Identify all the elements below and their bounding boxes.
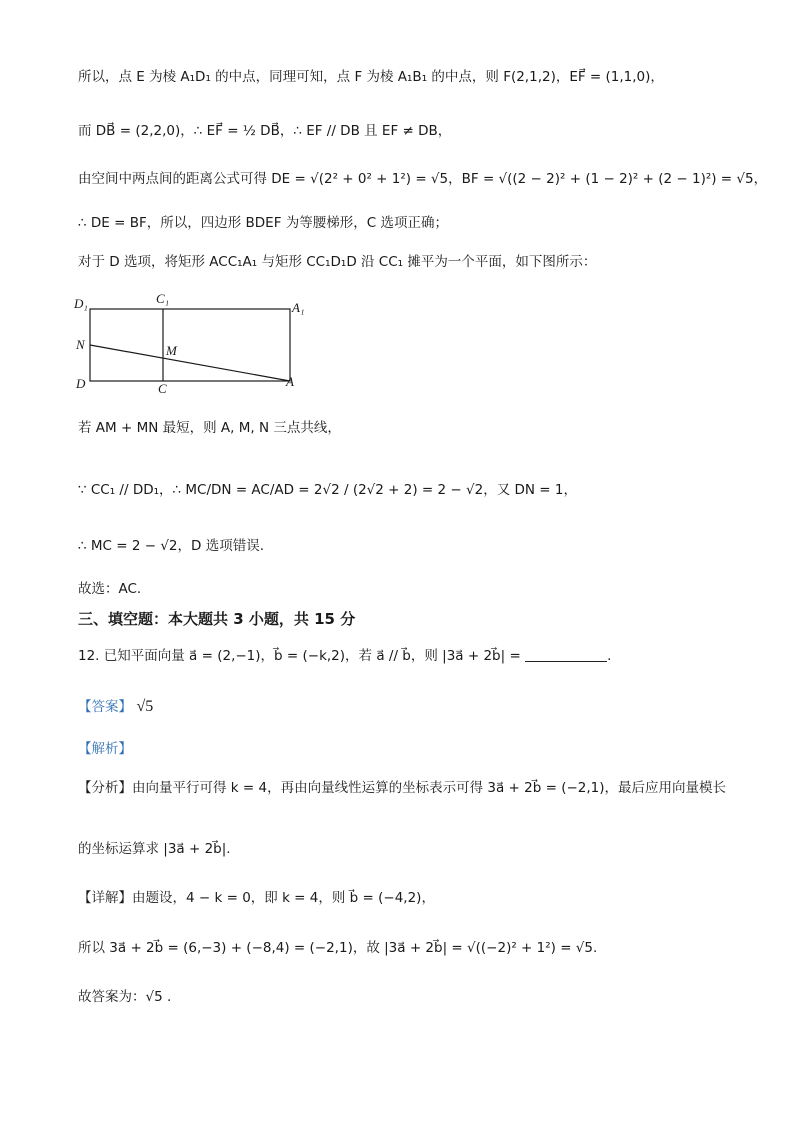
fenxi-line-2: 的坐标运算求 |3a⃗ + 2b⃗|. xyxy=(78,841,231,857)
answer-value: √5 xyxy=(136,698,154,715)
solution-line-3: 由空间中两点间的距离公式可得 DE = √(2² + 0² + 1²) = √5，BF = √((2 − 2)² + (1 − 2)² + (2 − 1)²) = √5， xyxy=(78,171,768,187)
question-12 xyxy=(78,645,740,667)
segment-na xyxy=(90,345,290,381)
unfolded-rectangle-figure xyxy=(70,290,320,400)
solution-line-4: ∴ DE = BF，所以，四边形 BDEF 为等腰梯形，C 选项正确； xyxy=(78,215,448,231)
label-a: A xyxy=(286,374,294,389)
detail-text: 由题设，4 − k = 0，即 k = 4，则 b⃗ = (−4,2)， xyxy=(132,890,435,906)
label-d1: D₁ xyxy=(74,296,88,311)
detail-line-2: 所以 3a⃗ + 2b⃗ = (6,−3) + (−8,4) = (−2,1)，故 |3a⃗ + 2b⃗| = √((−2)² + 1²) = √5. xyxy=(78,940,598,956)
solution-line-1: 所以，点 E 为棱 A₁D₁ 的中点，同理可知，点 F 为棱 A₁B₁ 的中点，则 F(2,1,2)，EF⃗ = (1,1,0)， xyxy=(78,69,664,85)
answer-blank xyxy=(525,647,607,662)
solution-line-5: 对于 D 选项，将矩形 ACC₁A₁ 与矩形 CC₁D₁D 沿 CC₁ 摊平为一个平面，如下图所示： xyxy=(78,254,597,270)
detail-tag: 【详解】 xyxy=(78,890,132,906)
label-m: M xyxy=(166,343,177,358)
section-heading: 三、填空题：本大题共 3 小题，共 15 分 xyxy=(78,610,356,628)
question-12-text: 12. 已知平面向量 a⃗ = (2,−1)，b⃗ = (−k,2)，若 a⃗ // b⃗，则 |3a⃗ + 2b⃗| = xyxy=(78,648,521,664)
fenxi-tag: 【分析】 xyxy=(78,780,132,796)
label-d: D xyxy=(76,376,86,391)
label-c1: C₁ xyxy=(156,291,170,306)
solution-line-9: 故选：AC. xyxy=(78,581,142,597)
solution-line-7: ∵ CC₁ // DD₁，∴ MC/DN = AC/AD = 2√2 / (2√2 + 2) = 2 − √2，又 DN = 1， xyxy=(78,482,577,498)
solution-line-2: 而 DB⃗ = (2,2,0)，∴ EF⃗ = ½ DB⃗，∴ EF // DB 且 EF ≠ DB， xyxy=(78,123,452,139)
analysis-line xyxy=(78,738,740,760)
solution-line-6: 若 AM + MN 最短，则 A, M, N 三点共线， xyxy=(78,420,341,436)
answer-tag: 【答案】 xyxy=(78,699,132,715)
solution-line-8: ∴ MC = 2 − √2，D 选项错误. xyxy=(78,538,265,554)
label-a1: A₁ xyxy=(292,300,305,315)
final-answer-line: 故答案为：√5 . xyxy=(78,989,172,1005)
rectangle-outline xyxy=(90,309,290,381)
answer-line xyxy=(78,696,740,718)
fenxi-text: 由向量平行可得 k = 4，再由向量线性运算的坐标表示可得 3a⃗ + 2b⃗ = (−2,1)，最后应用向量模长 xyxy=(132,780,727,796)
analysis-tag: 【解析】 xyxy=(78,741,132,757)
label-n: N xyxy=(76,337,85,352)
detail-line xyxy=(78,887,740,909)
fenxi-line xyxy=(78,777,740,799)
label-c: C xyxy=(158,381,167,396)
question-12-end: . xyxy=(607,648,612,664)
